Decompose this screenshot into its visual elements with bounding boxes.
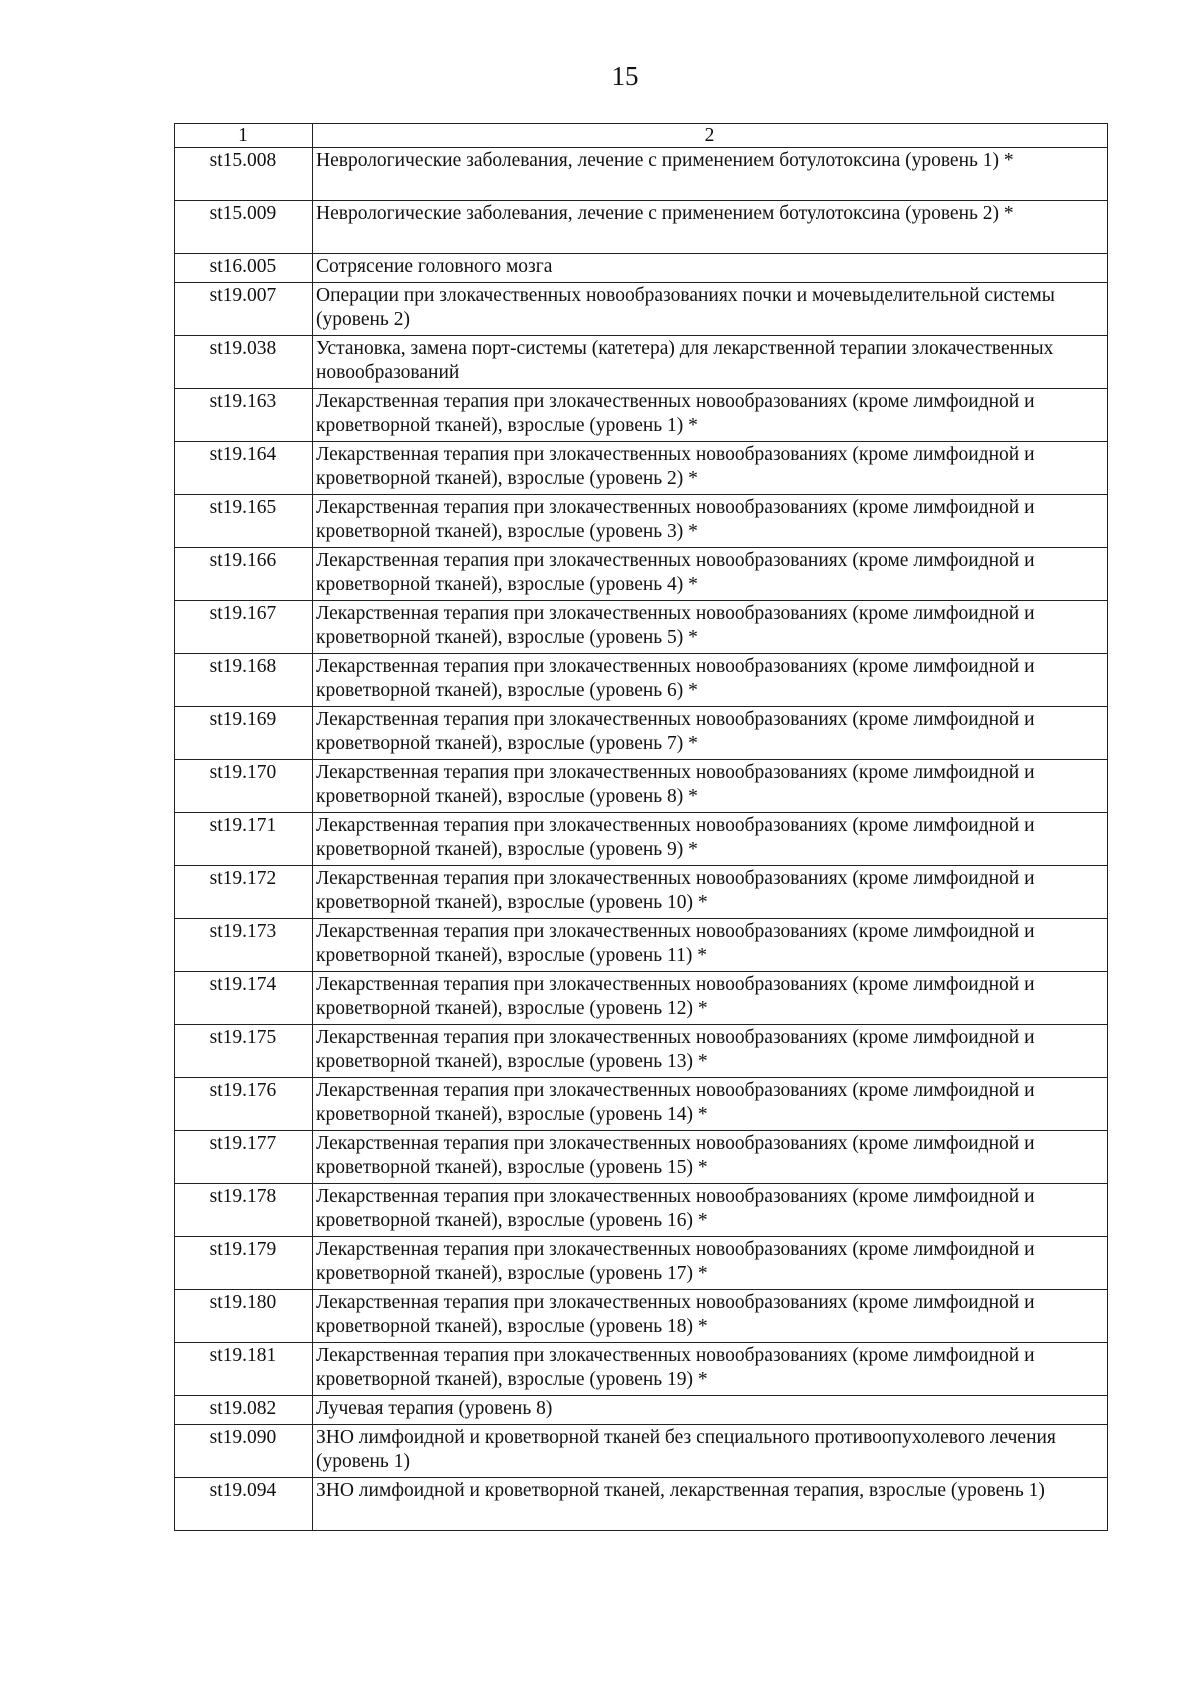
table-row [175, 336, 1108, 389]
table-row [175, 1478, 1108, 1531]
code-cell: st19.173 [175, 919, 313, 972]
description-cell: Лекарственная терапия при злокачественных новообразованиях (кроме лимфоидной и кроветворной тканей), взрослые (уровень 6) * [313, 654, 1108, 707]
table-row [175, 760, 1108, 813]
code-cell: st16.005 [175, 254, 313, 283]
code-cell: st19.082 [175, 1396, 313, 1425]
table-row [175, 254, 1108, 283]
code-cell: st19.168 [175, 654, 313, 707]
table-row [175, 1396, 1108, 1425]
code-cell: st19.090 [175, 1425, 313, 1478]
code-cell: st19.164 [175, 442, 313, 495]
table-row [175, 1131, 1108, 1184]
code-cell: st19.171 [175, 813, 313, 866]
description-cell: Лекарственная терапия при злокачественных новообразованиях (кроме лимфоидной и кроветворной тканей), взрослые (уровень 11) * [313, 919, 1108, 972]
column-header: 2 [313, 124, 1108, 148]
code-cell: st19.094 [175, 1478, 313, 1531]
table-row [175, 283, 1108, 336]
table-row [175, 442, 1108, 495]
description-cell: Лекарственная терапия при злокачественных новообразованиях (кроме лимфоидной и кроветворной тканей), взрослые (уровень 8) * [313, 760, 1108, 813]
code-cell: st19.163 [175, 389, 313, 442]
description-cell: ЗНО лимфоидной и кроветворной тканей без специального противоопухолевого лечения (уровень 1) [313, 1425, 1108, 1478]
table-row [175, 707, 1108, 760]
description-cell: Неврологические заболевания, лечение с применением ботулотоксина (уровень 2) * [313, 201, 1108, 254]
code-cell: st19.169 [175, 707, 313, 760]
description-cell: Лекарственная терапия при злокачественных новообразованиях (кроме лимфоидной и кроветворной тканей), взрослые (уровень 19) * [313, 1343, 1108, 1396]
codes-table [174, 123, 1108, 1531]
description-cell: Лекарственная терапия при злокачественных новообразованиях (кроме лимфоидной и кроветворной тканей), взрослые (уровень 13) * [313, 1025, 1108, 1078]
page-number: 15 [611, 61, 639, 91]
description-cell: Лекарственная терапия при злокачественных новообразованиях (кроме лимфоидной и кроветворной тканей), взрослые (уровень 9) * [313, 813, 1108, 866]
table-row [175, 919, 1108, 972]
table-row [175, 1078, 1108, 1131]
description-cell: Лекарственная терапия при злокачественных новообразованиях (кроме лимфоидной и кроветворной тканей), взрослые (уровень 1) * [313, 389, 1108, 442]
code-cell: st19.038 [175, 336, 313, 389]
description-cell: Лекарственная терапия при злокачественных новообразованиях (кроме лимфоидной и кроветворной тканей), взрослые (уровень 4) * [313, 548, 1108, 601]
description-cell: Лекарственная терапия при злокачественных новообразованиях (кроме лимфоидной и кроветворной тканей), взрослые (уровень 5) * [313, 601, 1108, 654]
description-cell: Установка, замена порт-системы (катетера) для лекарственной терапии злокачественных новообразований [313, 336, 1108, 389]
table-row [175, 1343, 1108, 1396]
code-cell: st19.177 [175, 1131, 313, 1184]
column-header: 1 [175, 124, 313, 148]
description-cell: Лекарственная терапия при злокачественных новообразованиях (кроме лимфоидной и кроветворной тканей), взрослые (уровень 17) * [313, 1237, 1108, 1290]
code-cell: st19.175 [175, 1025, 313, 1078]
description-cell: Лекарственная терапия при злокачественных новообразованиях (кроме лимфоидной и кроветворной тканей), взрослые (уровень 16) * [313, 1184, 1108, 1237]
description-cell: Сотрясение головного мозга [313, 254, 1108, 283]
table-row [175, 495, 1108, 548]
code-cell: st19.167 [175, 601, 313, 654]
description-cell: Лучевая терапия (уровень 8) [313, 1396, 1108, 1425]
code-cell: st19.007 [175, 283, 313, 336]
code-cell: st19.166 [175, 548, 313, 601]
table-row [175, 201, 1108, 254]
code-cell: st15.008 [175, 148, 313, 201]
description-cell: Лекарственная терапия при злокачественных новообразованиях (кроме лимфоидной и кроветворной тканей), взрослые (уровень 7) * [313, 707, 1108, 760]
code-cell: st19.172 [175, 866, 313, 919]
table-row [175, 1025, 1108, 1078]
table-row [175, 148, 1108, 201]
table-header-row [175, 124, 1108, 148]
description-cell: Лекарственная терапия при злокачественных новообразованиях (кроме лимфоидной и кроветворной тканей), взрослые (уровень 2) * [313, 442, 1108, 495]
code-cell: st19.181 [175, 1343, 313, 1396]
code-cell: st15.009 [175, 201, 313, 254]
table-row [175, 1425, 1108, 1478]
description-cell: Лекарственная терапия при злокачественных новообразованиях (кроме лимфоидной и кроветворной тканей), взрослые (уровень 10) * [313, 866, 1108, 919]
table-body [175, 124, 1108, 1531]
table-row [175, 813, 1108, 866]
code-cell: st19.165 [175, 495, 313, 548]
description-cell: Лекарственная терапия при злокачественных новообразованиях (кроме лимфоидной и кроветворной тканей), взрослые (уровень 12) * [313, 972, 1108, 1025]
table-row [175, 972, 1108, 1025]
description-cell: Лекарственная терапия при злокачественных новообразованиях (кроме лимфоидной и кроветворной тканей), взрослые (уровень 15) * [313, 1131, 1108, 1184]
table-row [175, 866, 1108, 919]
code-cell: st19.179 [175, 1237, 313, 1290]
table-row [175, 654, 1108, 707]
description-cell: Лекарственная терапия при злокачественных новообразованиях (кроме лимфоидной и кроветворной тканей), взрослые (уровень 18) * [313, 1290, 1108, 1343]
description-cell: Лекарственная терапия при злокачественных новообразованиях (кроме лимфоидной и кроветворной тканей), взрослые (уровень 14) * [313, 1078, 1108, 1131]
code-cell: st19.178 [175, 1184, 313, 1237]
description-cell: Операции при злокачественных новообразованиях почки и мочевыделительной системы (уровень 2) [313, 283, 1108, 336]
description-cell: Неврологические заболевания, лечение с применением ботулотоксина (уровень 1) * [313, 148, 1108, 201]
table-row [175, 548, 1108, 601]
description-cell: ЗНО лимфоидной и кроветворной тканей, лекарственная терапия, взрослые (уровень 1) [313, 1478, 1108, 1531]
table-row [175, 1237, 1108, 1290]
table-row [175, 389, 1108, 442]
code-cell: st19.170 [175, 760, 313, 813]
description-cell: Лекарственная терапия при злокачественных новообразованиях (кроме лимфоидной и кроветворной тканей), взрослые (уровень 3) * [313, 495, 1108, 548]
table-row [175, 601, 1108, 654]
code-cell: st19.176 [175, 1078, 313, 1131]
code-cell: st19.174 [175, 972, 313, 1025]
code-cell: st19.180 [175, 1290, 313, 1343]
table-row [175, 1184, 1108, 1237]
table-row [175, 1290, 1108, 1343]
